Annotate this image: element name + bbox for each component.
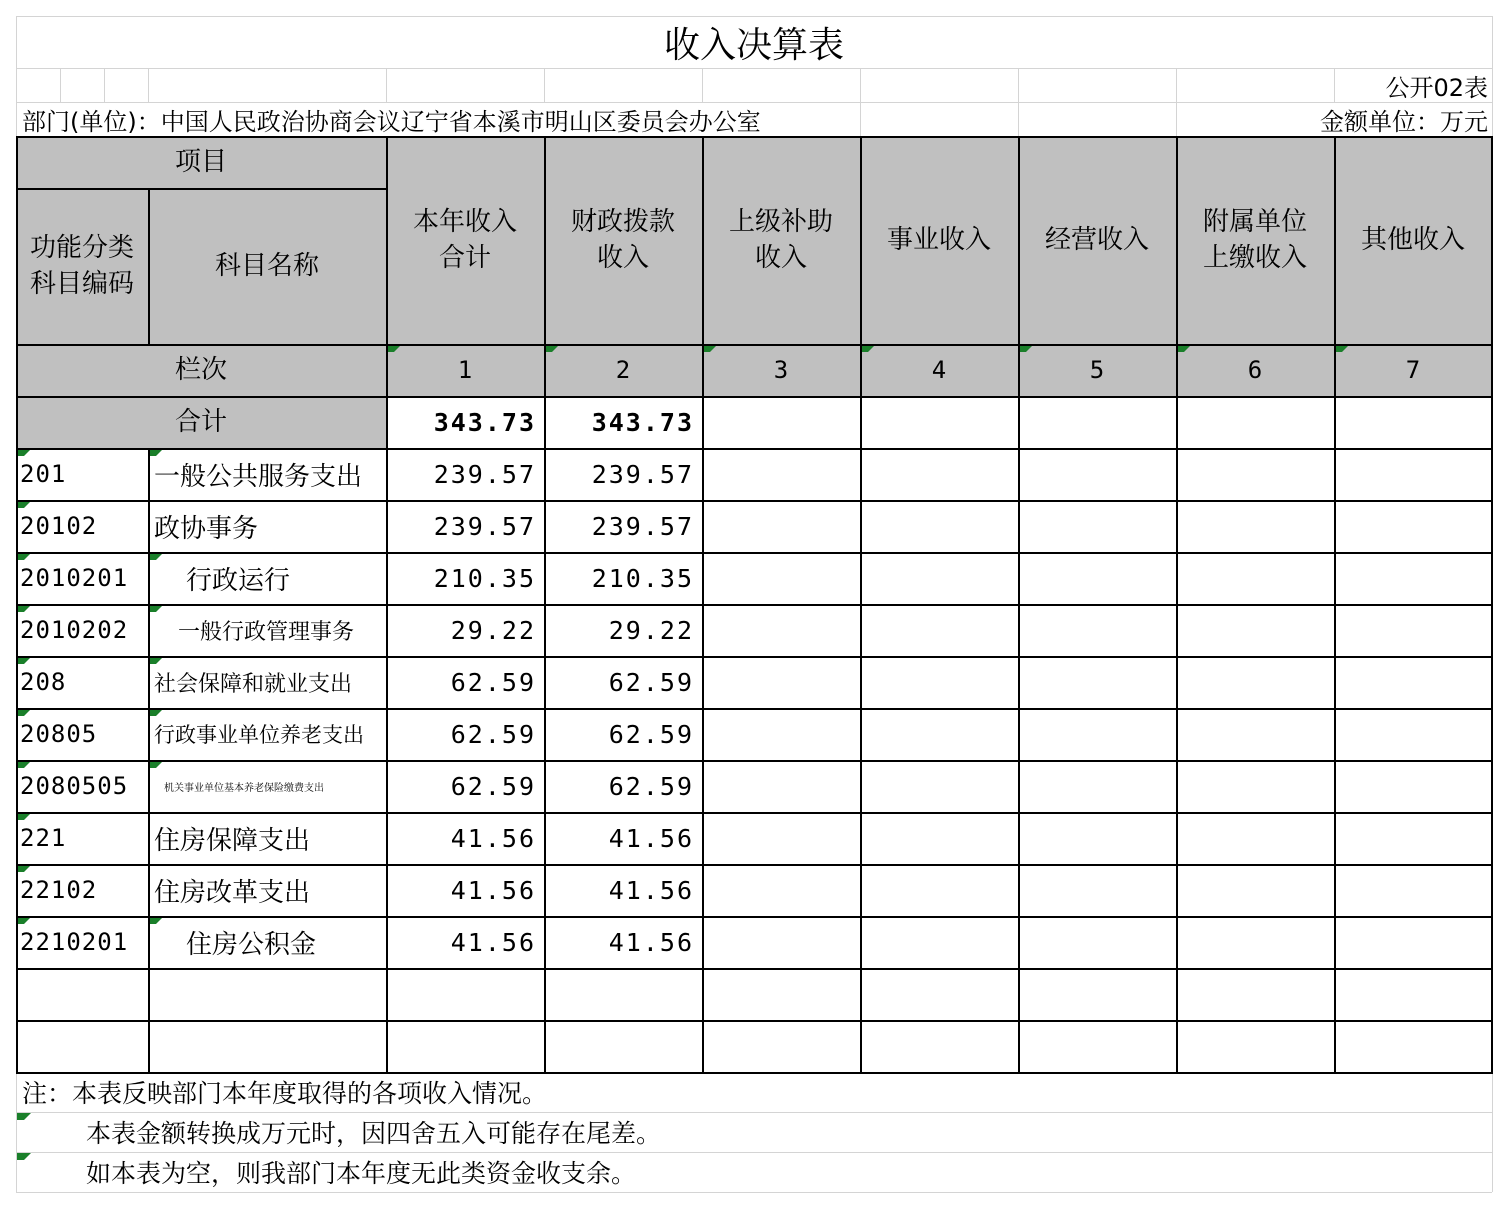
total-value[interactable] xyxy=(860,396,1018,448)
table-border xyxy=(16,656,1492,658)
subject-code[interactable]: 2010201 xyxy=(20,564,129,592)
amount-cell[interactable] xyxy=(1176,1020,1334,1072)
amount-cell[interactable] xyxy=(1334,604,1492,656)
table-border xyxy=(16,604,1492,606)
amount-cell[interactable] xyxy=(702,656,860,708)
table-border xyxy=(1176,136,1178,1072)
subject-name[interactable]: 住房保障支出 xyxy=(154,825,311,856)
green-triangle-icon xyxy=(17,709,31,723)
amount-cell[interactable] xyxy=(860,1020,1018,1072)
header-column xyxy=(1334,136,1492,344)
header-code-line1: 功能分类 xyxy=(29,233,134,263)
gridline xyxy=(148,68,149,102)
table-border xyxy=(16,864,1492,866)
amount-cell[interactable]: 62.59 xyxy=(608,719,694,749)
amount-cell[interactable]: 41.56 xyxy=(450,875,536,905)
amount-cell[interactable]: 29.22 xyxy=(608,615,694,645)
amount-cell[interactable]: 41.56 xyxy=(608,823,694,853)
green-triangle-icon xyxy=(149,553,163,567)
header-column xyxy=(386,136,544,344)
amount-cell[interactable] xyxy=(702,500,860,552)
subject-name[interactable]: 行政事业单位养老支出 xyxy=(154,723,364,747)
green-triangle-icon xyxy=(17,1113,31,1127)
table-border xyxy=(386,136,388,1072)
amount-cell[interactable]: 239.57 xyxy=(433,459,536,489)
amount-cell[interactable] xyxy=(1176,812,1334,864)
unit-label: 金额单位：万元 xyxy=(1320,107,1488,136)
header-column xyxy=(1018,136,1176,344)
table-border xyxy=(16,552,1492,554)
subject-code[interactable]: 2010202 xyxy=(20,616,129,644)
table-border xyxy=(16,188,386,190)
amount-cell[interactable] xyxy=(1018,916,1176,968)
header-column-line1: 其他收入 xyxy=(1360,225,1465,255)
green-triangle-icon xyxy=(1177,345,1191,359)
subject-name[interactable]: 一般公共服务支出 xyxy=(154,461,363,492)
header-column xyxy=(544,136,702,344)
amount-cell[interactable] xyxy=(1018,552,1176,604)
total-value[interactable] xyxy=(1334,396,1492,448)
subject-code[interactable]: 2080505 xyxy=(20,772,129,800)
column-index: 7 xyxy=(1405,356,1421,384)
subject-name[interactable] xyxy=(148,968,386,1020)
amount-cell[interactable]: 239.57 xyxy=(433,511,536,541)
amount-cell[interactable] xyxy=(702,968,860,1020)
green-triangle-icon xyxy=(17,501,31,515)
amount-cell[interactable] xyxy=(702,708,860,760)
table-border xyxy=(1334,136,1336,1072)
header-column-line1: 本年收入 xyxy=(412,207,517,237)
header-column-line2: 合计 xyxy=(438,243,491,273)
subject-code[interactable]: 208 xyxy=(20,668,67,696)
subject-code[interactable] xyxy=(16,1020,148,1072)
subject-code[interactable]: 20805 xyxy=(20,720,98,748)
amount-cell[interactable] xyxy=(860,656,1018,708)
green-triangle-icon xyxy=(149,709,163,723)
header-column-line2: 上缴收入 xyxy=(1202,243,1307,273)
column-index: 4 xyxy=(931,356,947,384)
table-border xyxy=(702,136,704,1072)
green-triangle-icon xyxy=(17,605,31,619)
gridline xyxy=(16,68,17,102)
column-index: 5 xyxy=(1089,356,1105,384)
amount-cell[interactable] xyxy=(1018,708,1176,760)
green-triangle-icon xyxy=(17,1153,31,1167)
amount-cell[interactable] xyxy=(1334,968,1492,1020)
subject-code[interactable]: 201 xyxy=(20,460,67,488)
table-border xyxy=(860,136,862,1072)
page-title: 收入决算表 xyxy=(663,24,844,66)
amount-cell[interactable] xyxy=(702,864,860,916)
subject-code[interactable] xyxy=(16,968,148,1020)
amount-cell[interactable] xyxy=(860,604,1018,656)
amount-cell[interactable] xyxy=(860,448,1018,500)
amount-cell[interactable] xyxy=(1334,552,1492,604)
table-border xyxy=(544,136,546,1072)
green-triangle-icon xyxy=(149,917,163,931)
gridline xyxy=(16,1072,17,1192)
amount-cell[interactable]: 29.22 xyxy=(450,615,536,645)
amount-cell[interactable] xyxy=(702,604,860,656)
amount-cell[interactable] xyxy=(1018,500,1176,552)
column-index: 6 xyxy=(1247,356,1263,384)
green-triangle-icon xyxy=(17,813,31,827)
subject-code[interactable]: 22102 xyxy=(20,876,98,904)
amount-cell[interactable]: 239.57 xyxy=(591,511,694,541)
amount-cell[interactable] xyxy=(860,552,1018,604)
amount-cell[interactable]: 62.59 xyxy=(608,771,694,801)
amount-cell[interactable] xyxy=(860,916,1018,968)
subject-name[interactable]: 行政运行 xyxy=(186,565,291,596)
header-code-line2: 科目编码 xyxy=(29,269,134,299)
amount-cell[interactable] xyxy=(1018,656,1176,708)
total-value[interactable] xyxy=(1018,396,1176,448)
header-column xyxy=(702,136,860,344)
amount-cell[interactable] xyxy=(1176,448,1334,500)
amount-cell[interactable]: 62.59 xyxy=(608,667,694,697)
amount-cell[interactable] xyxy=(860,760,1018,812)
green-triangle-icon xyxy=(387,345,401,359)
green-triangle-icon xyxy=(17,865,31,879)
gridline xyxy=(386,68,387,102)
amount-cell[interactable] xyxy=(1334,760,1492,812)
gridline xyxy=(16,16,1492,17)
gridline xyxy=(1018,68,1019,102)
amount-cell[interactable] xyxy=(860,708,1018,760)
table-border xyxy=(16,396,1492,398)
amount-cell[interactable] xyxy=(1176,708,1334,760)
amount-cell[interactable] xyxy=(1018,1020,1176,1072)
amount-cell[interactable] xyxy=(1176,604,1334,656)
green-triangle-icon xyxy=(17,761,31,775)
header-column-line1: 财政拨款 xyxy=(570,207,675,237)
amount-cell[interactable] xyxy=(702,760,860,812)
amount-cell[interactable] xyxy=(1018,968,1176,1020)
subject-name[interactable]: 机关事业单位基本养老保险缴费支出 xyxy=(164,782,324,794)
table-border xyxy=(16,812,1492,814)
table-border xyxy=(16,136,1493,138)
amount-cell[interactable] xyxy=(1018,812,1176,864)
amount-cell[interactable]: 41.56 xyxy=(450,927,536,957)
table-border xyxy=(148,448,150,1072)
amount-cell[interactable] xyxy=(1334,916,1492,968)
amount-cell[interactable] xyxy=(702,448,860,500)
form-number: 公开02表 xyxy=(1385,73,1488,102)
amount-cell[interactable] xyxy=(1176,916,1334,968)
amount-cell[interactable] xyxy=(1334,864,1492,916)
amount-cell[interactable] xyxy=(1176,552,1334,604)
footnote: 注：本表反映部门本年度取得的各项收入情况。 xyxy=(22,1079,548,1108)
amount-cell[interactable] xyxy=(1176,656,1334,708)
amount-cell[interactable] xyxy=(1334,448,1492,500)
table-border xyxy=(1018,136,1020,1072)
amount-cell[interactable] xyxy=(860,864,1018,916)
green-triangle-icon xyxy=(17,657,31,671)
amount-cell[interactable] xyxy=(1176,500,1334,552)
header-column xyxy=(1176,136,1334,344)
amount-cell[interactable] xyxy=(1018,760,1176,812)
amount-cell[interactable]: 62.59 xyxy=(450,719,536,749)
row-index-label: 栏次 xyxy=(174,355,227,385)
amount-cell[interactable] xyxy=(1334,656,1492,708)
amount-cell[interactable]: 210.35 xyxy=(433,563,536,593)
gridline xyxy=(1492,1072,1493,1192)
gridline xyxy=(1018,102,1019,136)
column-index: 3 xyxy=(773,356,789,384)
green-triangle-icon xyxy=(149,449,163,463)
header-subject-name: 科目名称 xyxy=(214,251,319,281)
total-value[interactable] xyxy=(702,396,860,448)
amount-cell[interactable]: 62.59 xyxy=(450,667,536,697)
header-item: 项目 xyxy=(174,147,227,177)
amount-cell[interactable] xyxy=(1018,864,1176,916)
green-triangle-icon xyxy=(149,657,163,671)
green-triangle-icon xyxy=(1335,345,1349,359)
green-triangle-icon xyxy=(703,345,717,359)
header-column-line1: 事业收入 xyxy=(886,225,991,255)
amount-cell[interactable] xyxy=(1176,864,1334,916)
table-border xyxy=(16,708,1492,710)
green-triangle-icon xyxy=(17,449,31,463)
amount-cell[interactable] xyxy=(702,916,860,968)
amount-cell[interactable]: 239.57 xyxy=(591,459,694,489)
amount-cell[interactable] xyxy=(1018,448,1176,500)
table-border xyxy=(16,448,1492,450)
subject-name[interactable]: 社会保障和就业支出 xyxy=(154,671,353,697)
gridline xyxy=(16,1192,1492,1193)
table-border xyxy=(16,344,1492,346)
total-label: 合计 xyxy=(174,407,227,437)
amount-cell[interactable]: 41.56 xyxy=(608,927,694,957)
green-triangle-icon xyxy=(149,761,163,775)
table-border xyxy=(16,500,1492,502)
amount-cell[interactable] xyxy=(860,968,1018,1020)
column-index: 1 xyxy=(457,356,473,384)
total-value[interactable] xyxy=(1176,396,1334,448)
amount-cell[interactable] xyxy=(1334,500,1492,552)
amount-cell[interactable] xyxy=(860,500,1018,552)
amount-cell[interactable] xyxy=(860,812,1018,864)
gridline xyxy=(1492,68,1493,102)
total-value[interactable]: 343.73 xyxy=(591,407,694,437)
green-triangle-icon xyxy=(149,605,163,619)
subject-name[interactable]: 住房改革支出 xyxy=(154,877,311,908)
header-column-line1: 附属单位 xyxy=(1202,207,1307,237)
amount-cell[interactable] xyxy=(702,552,860,604)
amount-cell[interactable] xyxy=(544,1020,702,1072)
amount-cell[interactable] xyxy=(702,812,860,864)
gridline xyxy=(702,68,703,102)
green-triangle-icon xyxy=(17,553,31,567)
amount-cell[interactable]: 41.56 xyxy=(608,875,694,905)
amount-cell[interactable] xyxy=(386,968,544,1020)
amount-cell[interactable]: 210.35 xyxy=(591,563,694,593)
amount-cell[interactable] xyxy=(702,1020,860,1072)
column-index: 2 xyxy=(615,356,631,384)
subject-name[interactable] xyxy=(148,1020,386,1072)
gridline xyxy=(104,68,105,102)
green-triangle-icon xyxy=(545,345,559,359)
amount-cell[interactable] xyxy=(1176,760,1334,812)
header-column xyxy=(860,136,1018,344)
subject-code[interactable]: 2210201 xyxy=(20,928,129,956)
green-triangle-icon xyxy=(861,345,875,359)
table-border xyxy=(148,188,150,344)
table-border xyxy=(16,916,1492,918)
subject-code[interactable]: 20102 xyxy=(20,512,98,540)
subject-name[interactable]: 一般行政管理事务 xyxy=(178,619,355,645)
amount-cell[interactable]: 62.59 xyxy=(450,771,536,801)
table-border xyxy=(16,968,1492,970)
amount-cell[interactable] xyxy=(1018,604,1176,656)
amount-cell[interactable] xyxy=(1176,968,1334,1020)
amount-cell[interactable] xyxy=(386,1020,544,1072)
header-column-line1: 上级补助 xyxy=(728,207,833,237)
subject-name[interactable]: 政协事务 xyxy=(154,513,259,544)
total-value[interactable]: 343.73 xyxy=(433,407,536,437)
footnote: 如本表为空，则我部门本年度无此类资金收支余。 xyxy=(86,1159,637,1188)
header-code xyxy=(16,188,148,344)
gridline xyxy=(860,68,861,102)
green-triangle-icon xyxy=(1019,345,1033,359)
subject-code[interactable]: 221 xyxy=(20,824,67,852)
department-label: 部门(单位)：中国人民政治协商会议辽宁省本溪市明山区委员会办公室 xyxy=(22,107,761,136)
green-triangle-icon xyxy=(17,917,31,931)
footnote: 本表金额转换成万元时，因四舍五入可能存在尾差。 xyxy=(86,1119,662,1148)
header-column-line1: 经营收入 xyxy=(1044,225,1149,255)
table-border xyxy=(16,760,1492,762)
header-column-line2: 收入 xyxy=(754,243,807,273)
amount-cell[interactable] xyxy=(1334,1020,1492,1072)
table-border xyxy=(16,1020,1492,1022)
amount-cell[interactable]: 41.56 xyxy=(450,823,536,853)
gridline xyxy=(544,68,545,102)
subject-name[interactable]: 住房公积金 xyxy=(186,929,317,960)
amount-cell[interactable] xyxy=(544,968,702,1020)
header-column-line2: 收入 xyxy=(596,243,649,273)
amount-cell[interactable] xyxy=(1334,708,1492,760)
amount-cell[interactable] xyxy=(1334,812,1492,864)
gridline xyxy=(60,68,61,102)
